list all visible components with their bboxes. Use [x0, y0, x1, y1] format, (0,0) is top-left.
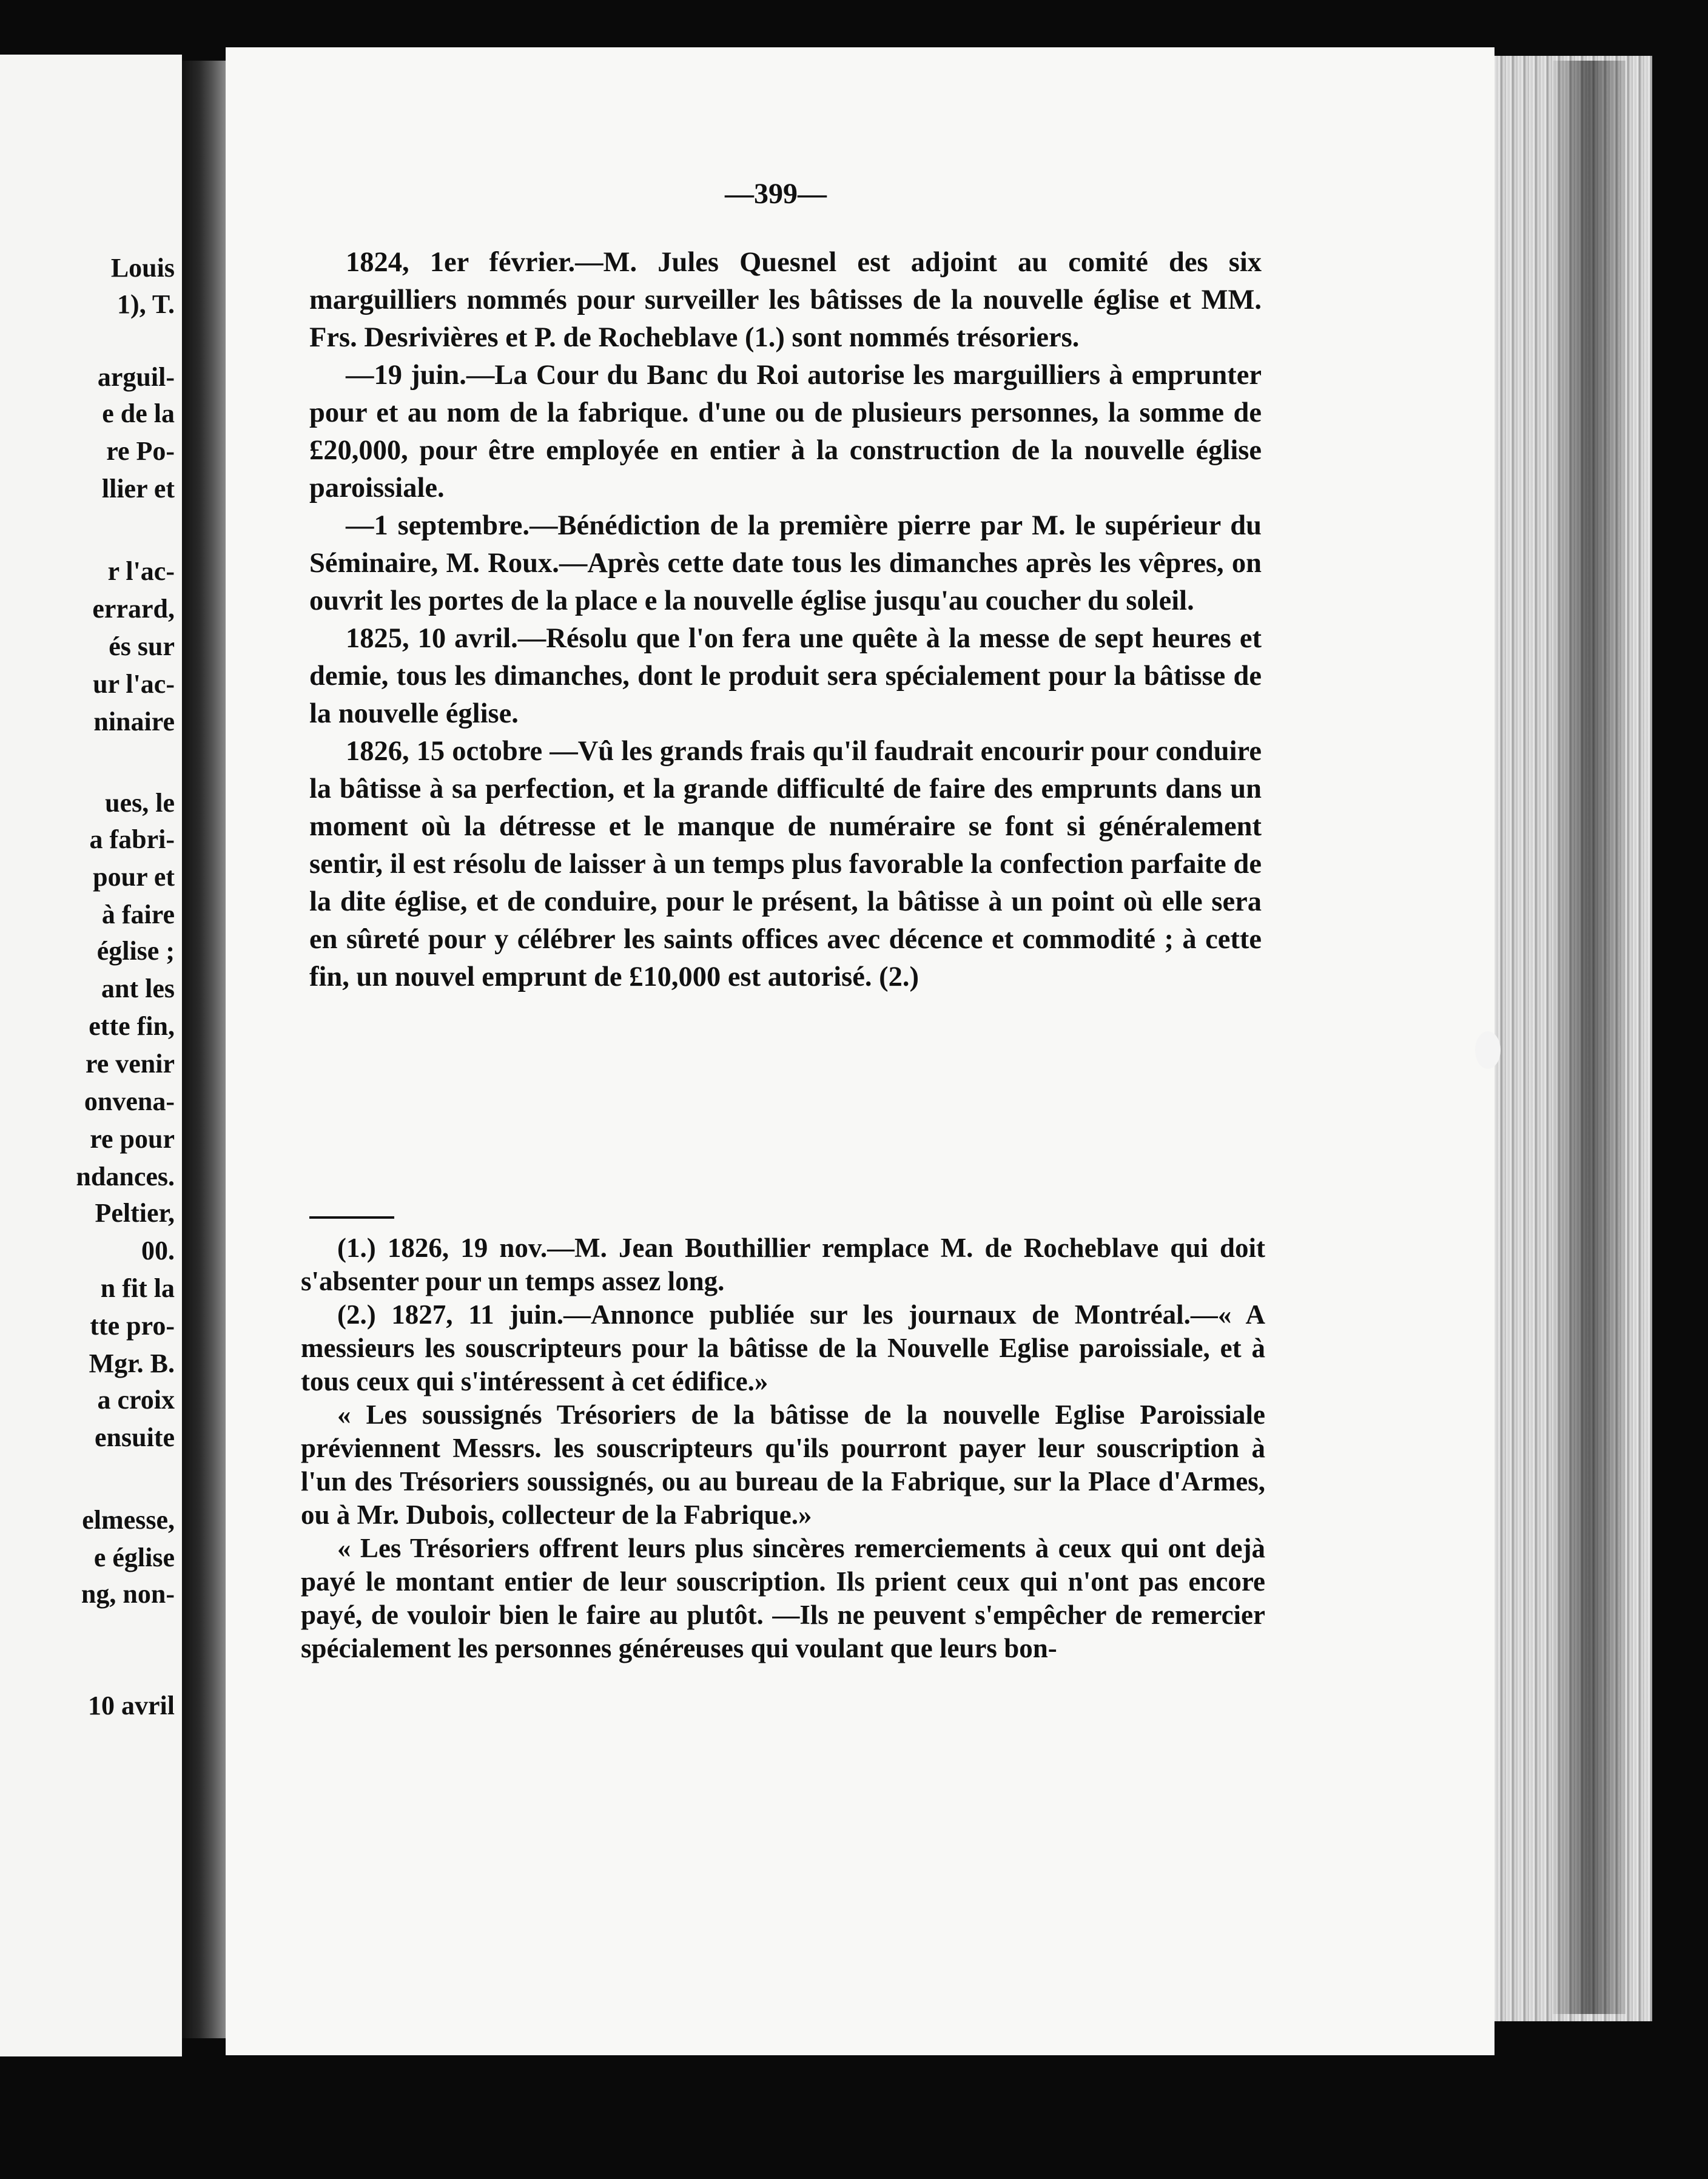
previous-page-fragment: e église — [93, 1543, 175, 1572]
previous-page-fragment: arguil- — [97, 362, 175, 392]
paragraph: —1 septembre.—Bénédiction de la première pierre par M. le supérieur du Séminaire, M. Roux.—Après cette date tous les dimanches après les vêpres, on ouvrit les portes de la place e la nouvelle église jusqu'au coucher du soleil. — [309, 510, 1262, 616]
previous-page-fragment: errard, — [92, 594, 175, 624]
page-number: —399— — [725, 178, 827, 210]
paragraph: —19 juin.—La Cour du Banc du Roi autorise les marguilliers à emprunter pour et au nom de la fabrique. d'une ou de plusieurs personnes, la somme de £20,000, pour être employée en entier à la construction de la nouvelle église paroissiale. — [309, 360, 1262, 503]
previous-page-fragment: a fabri- — [89, 824, 175, 854]
previous-page — [0, 55, 182, 2056]
previous-page-fragment: llier et — [101, 474, 175, 503]
page-fore-edge-shadow — [1553, 61, 1626, 2014]
footnote: « Les Trésoriers offrent leurs plus sincères remerciements à ceux qui ont dejà payé le montant entier de leur souscription. Ils prient ceux qui n'ont pas encore payé, de vouloir bien le faire au plutôt. —Ils ne peuvent s'empêcher de remercier spécialement les personnes généreuses qui voulant que leurs bon- — [301, 1533, 1265, 1663]
previous-page-fragment: re pour — [90, 1124, 175, 1154]
previous-page-fragment: ensuite — [95, 1423, 175, 1452]
previous-page-fragment: e de la — [102, 399, 175, 428]
previous-page-fragment: ette fin, — [89, 1011, 175, 1041]
paragraph: 1824, 1er février.—M. Jules Quesnel est adjoint au comité des six marguilliers nommés pour surveiller les bâtisses de la nouvelle église et MM. Frs. Desrivières et P. de Rocheblave (1.) sont nommés trésoriers. — [309, 247, 1262, 353]
previous-page-fragment: ur l'ac- — [93, 669, 175, 699]
previous-page-fragment: r l'ac- — [107, 556, 175, 586]
previous-page-fragment: re venir — [85, 1049, 175, 1079]
previous-page-fragment: ues, le — [105, 788, 175, 818]
previous-page-fragment: 1), T. — [117, 289, 175, 319]
previous-page-fragment: Louis — [110, 253, 175, 283]
previous-page-fragment: Peltier, — [95, 1198, 175, 1228]
previous-page-fragment: elmesse, — [82, 1505, 175, 1535]
paragraph: 1826, 15 octobre —Vû les grands frais qu'il faudrait encourir pour conduire la bâtisse à sa perfection, et la grande difficulté de faire des emprunts dans un moment où la détresse et le manque de numéraire se font si généralement sentir, il est résolu de laisser à un temps plus favorable la confection parfaite de la dite église, et de conduire, pour le présent, la bâtisse à un point où elle sera en sûreté pour y célébrer les saints offices avec décence et commodité ; à cette fin, un nouvel emprunt de £10,000 est autorisé. (2.) — [309, 736, 1262, 992]
previous-page-fragment: 00. — [141, 1236, 175, 1265]
body-text — [309, 244, 1262, 996]
previous-page-fragment: és sur — [109, 631, 175, 661]
previous-page-fragment: tte pro- — [90, 1311, 175, 1341]
footnote-rule — [309, 1216, 394, 1219]
paper-speck — [1475, 1031, 1501, 1069]
previous-page-fragment: ninaire — [93, 707, 175, 736]
previous-page-fragment: n fit la — [100, 1273, 175, 1303]
previous-page-fragment: Mgr. B. — [89, 1349, 175, 1378]
previous-page-fragment: pour et — [93, 862, 175, 892]
footnotes — [301, 1231, 1265, 1665]
previous-page-fragment: re Po- — [106, 436, 175, 466]
previous-page-fragment: à faire — [101, 900, 175, 929]
previous-page-fragment: église ; — [96, 936, 175, 966]
previous-page-fragment: ng, non- — [81, 1579, 175, 1609]
paragraph: 1825, 10 avril.—Résolu que l'on fera une quête à la messe de sept heures et demie, tous les dimanches, dont le produit sera spécialement pour la bâtisse de la nouvelle église. — [309, 623, 1262, 729]
previous-page-fragment: ant les — [101, 974, 175, 1003]
previous-page-fragment: 10 avril — [88, 1691, 175, 1720]
footnote: (2.) 1827, 11 juin.—Annonce publiée sur les journaux de Montréal.—« A messieurs les souscripteurs pour la bâtisse de la Nouvelle Eglise paroissiale, et à tous ceux qui s'intéressent à cet édifice.» — [301, 1299, 1265, 1396]
previous-page-fragment: ndances. — [76, 1162, 175, 1191]
previous-page-fragment: onvena- — [84, 1086, 175, 1116]
book-gutter — [182, 61, 226, 2038]
footnote: (1.) 1826, 19 nov.—M. Jean Bouthillier remplace M. de Rocheblave qui doit s'absenter pour un temps assez long. — [301, 1233, 1265, 1296]
previous-page-fragment: a croix — [97, 1385, 175, 1415]
footnote: « Les soussignés Trésoriers de la bâtisse de la nouvelle Eglise Paroissiale préviennent Messrs. les souscripteurs qu'ils pourront payer leur souscription à l'un des Trésoriers soussignés, ou au bureau de la Fabrique, sur la Place d'Armes, ou à Mr. Dubois, collecteur de la Fabrique.» — [301, 1399, 1265, 1530]
